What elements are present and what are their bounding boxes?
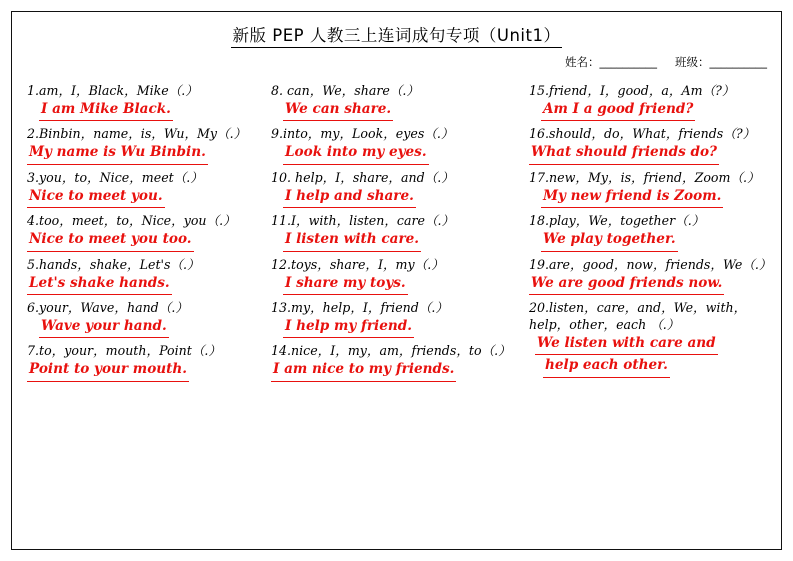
exercise-column-2 [261,82,519,522]
exercise-prompt: 19.are，good，now，friends，We（.） [529,256,772,272]
exercise-prompt: 5.hands，shake，Let's（.） [27,256,200,272]
exercise-item [27,125,261,164]
exercise-prompt: 4.too，meet，to，Nice，you（.） [27,213,236,229]
exercise-prompt-line2: help，other，each （.） [529,316,680,332]
exercise-item [271,342,519,381]
exercise-answer[interactable]: We play together. [541,229,678,251]
exercise-prompt: 3.you，to，Nice，meet（.） [27,169,203,185]
exercise-item [27,169,261,208]
exercise-prompt: 16.should，do，What，friends（?） [529,126,756,142]
exercise-answer[interactable]: We are good friends now. [529,273,724,295]
exercise-item [27,82,261,121]
exercise-answer[interactable]: Let's shake hands. [27,273,172,295]
exercise-prompt: 9.into，my，Look，eyes（.） [271,126,454,142]
exercise-item [271,125,519,164]
exercise-answer[interactable]: Point to your mouth. [27,359,189,381]
exercise-item [27,256,261,295]
exercise-prompt: 20.listen，care，and，We，with， [529,299,747,315]
page-title-wrap [11,22,782,48]
exercise-item [27,299,261,338]
exercise-prompt: 11.I，with，listen，care（.） [271,213,455,229]
exercise-answer[interactable]: My name is Wu Binbin. [27,142,208,164]
exercise-prompt: 17.new，My，is，friend，Zoom（.） [529,169,760,185]
exercise-item [271,256,519,295]
exercise-answer[interactable]: What should friends do? [529,142,719,164]
exercise-answer[interactable]: We can share. [283,99,393,121]
name-blank[interactable]: __________ [599,55,657,69]
exercise-item [271,169,519,208]
exercise-answer[interactable]: I help my friend. [283,316,414,338]
exercise-answer-block [535,333,782,378]
name-label: 姓名： [565,55,600,69]
exercise-answer[interactable]: I am nice to my friends. [271,359,456,381]
exercise-answer[interactable]: Look into my eyes. [283,142,429,164]
class-blank[interactable]: __________ [709,55,767,69]
exercise-prompt: 10. help，I，share，and（.） [271,169,454,185]
exercise-item [27,342,261,381]
page-title: 新版 PEP 人教三上连词成句专项（Unit1） [231,22,563,48]
exercise-column-3 [519,82,782,522]
exercise-item [529,212,782,251]
exercise-prompt: 18.play，We，together（.） [529,213,705,229]
exercise-answer[interactable]: My new friend is Zoom. [541,186,723,208]
exercise-answer[interactable]: I am Mike Black. [39,99,173,121]
exercise-answer[interactable]: I listen with care. [283,229,421,251]
exercise-item [27,212,261,251]
exercise-answer[interactable]: Nice to meet you too. [27,229,194,251]
exercise-columns [11,82,782,522]
exercise-answer[interactable]: I help and share. [283,186,416,208]
exercise-item [529,299,782,378]
exercise-prompt: 6.your，Wave，hand（.） [27,299,188,315]
exercise-prompt: 1.am，I，Black，Mike（.） [27,83,198,98]
exercise-prompt: 8. can，We，share（.） [271,83,419,98]
exercise-item [529,256,782,295]
exercise-answer[interactable]: Wave your hand. [39,316,169,338]
exercise-prompt: 12.toys，share，I，my（.） [271,256,444,272]
student-info-line [565,54,767,70]
exercise-item [529,169,782,208]
exercise-answer[interactable]: Nice to meet you. [27,186,165,208]
exercise-item [529,82,782,121]
class-label: 班级： [675,55,710,69]
exercise-column-1 [11,82,261,522]
exercise-answer-line2[interactable]: help each other. [543,355,670,377]
exercise-prompt: 2.Binbin，name，is，Wu，My（.） [27,126,247,142]
exercise-item [271,299,519,338]
exercise-answer[interactable]: I share my toys. [283,273,408,295]
exercise-prompt: 7.to，your，mouth，Point（.） [27,343,222,359]
exercise-item [271,212,519,251]
exercise-answer[interactable]: Am I a good friend? [541,99,695,121]
exercise-prompt: 15.friend，I，good，a，Am（?） [529,83,735,98]
exercise-answer[interactable]: We listen with care and [535,333,718,355]
exercise-prompt: 14.nice，I，my，am，friends，to（.） [271,343,511,359]
exercise-prompt: 13.my，help，I，friend（.） [271,299,449,315]
exercise-item [529,125,782,164]
exercise-item [271,82,519,121]
